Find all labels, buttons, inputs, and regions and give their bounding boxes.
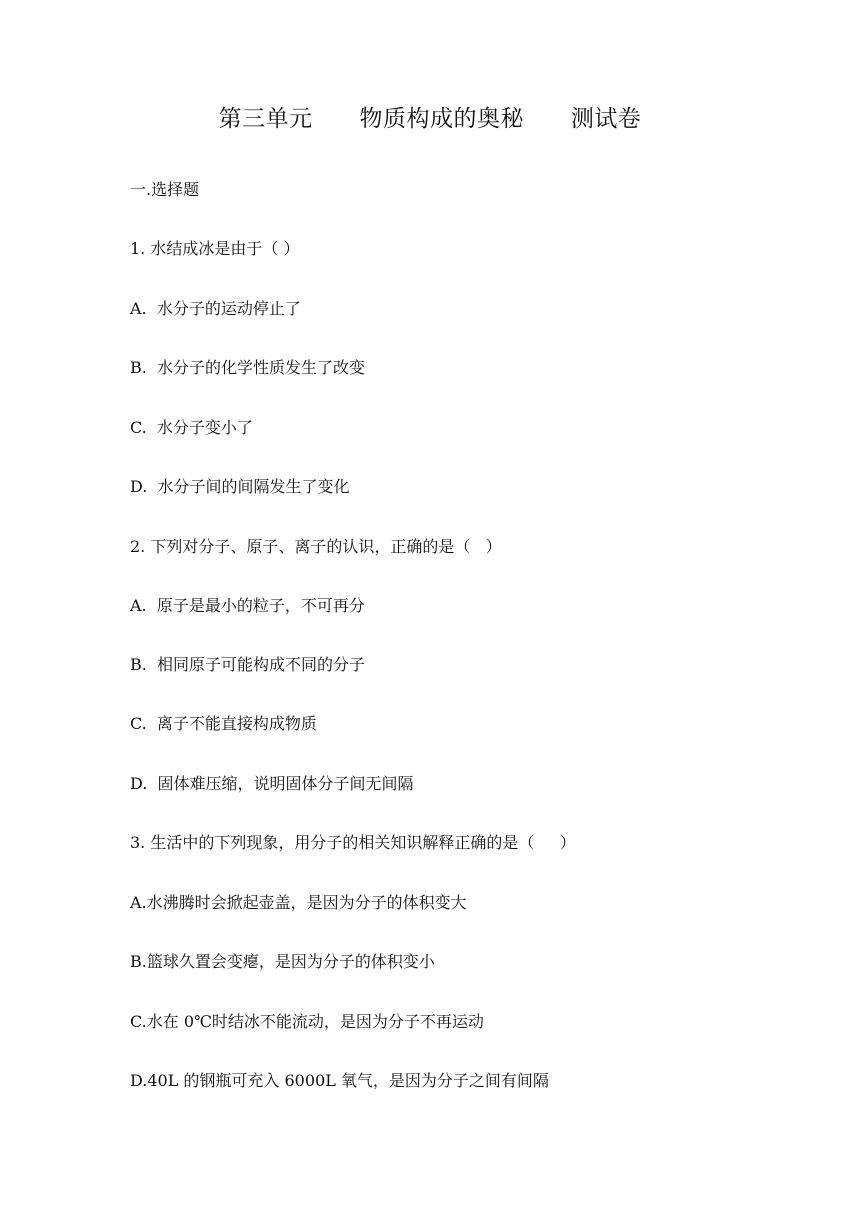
document-title: 第三单元 物质构成的奥秘 测试卷 bbox=[218, 106, 642, 132]
question-1-option-b: B. 水分子的化学性质发生了改变 bbox=[130, 358, 366, 377]
question-3-option-c: C.水在 0℃时结冰不能流动，是因为分子不再运动 bbox=[130, 1012, 484, 1031]
question-1-option-c: C. 水分子变小了 bbox=[130, 418, 253, 437]
question-3-option-a: A.水沸腾时会掀起壶盖，是因为分子的体积变大 bbox=[130, 893, 467, 912]
question-3-option-b: B.篮球久置会变瘪，是因为分子的体积变小 bbox=[130, 952, 435, 971]
question-1-stem: 1. 水结成冰是由于（ ） bbox=[130, 239, 300, 258]
section-heading: 一.选择题 bbox=[130, 180, 200, 199]
question-2-option-a: A. 原子是最小的粒子，不可再分 bbox=[130, 596, 365, 615]
question-3-option-d: D.40L 的钢瓶可充入 6000L 氧气，是因为分子之间有间隔 bbox=[130, 1071, 549, 1090]
question-1-option-d: D. 水分子间的间隔发生了变化 bbox=[130, 477, 350, 496]
question-3-stem: 3. 生活中的下列现象，用分子的相关知识解释正确的是（ ） bbox=[130, 833, 576, 852]
question-1-option-a: A. 水分子的运动停止了 bbox=[130, 299, 301, 318]
question-2-option-b: B. 相同原子可能构成不同的分子 bbox=[130, 655, 366, 674]
question-2-option-c: C. 离子不能直接构成物质 bbox=[130, 714, 317, 733]
question-2-option-d: D. 固体难压缩，说明固体分子间无间隔 bbox=[130, 774, 414, 793]
question-2-stem: 2. 下列对分子、原子、离子的认识，正确的是（ ） bbox=[130, 537, 502, 556]
